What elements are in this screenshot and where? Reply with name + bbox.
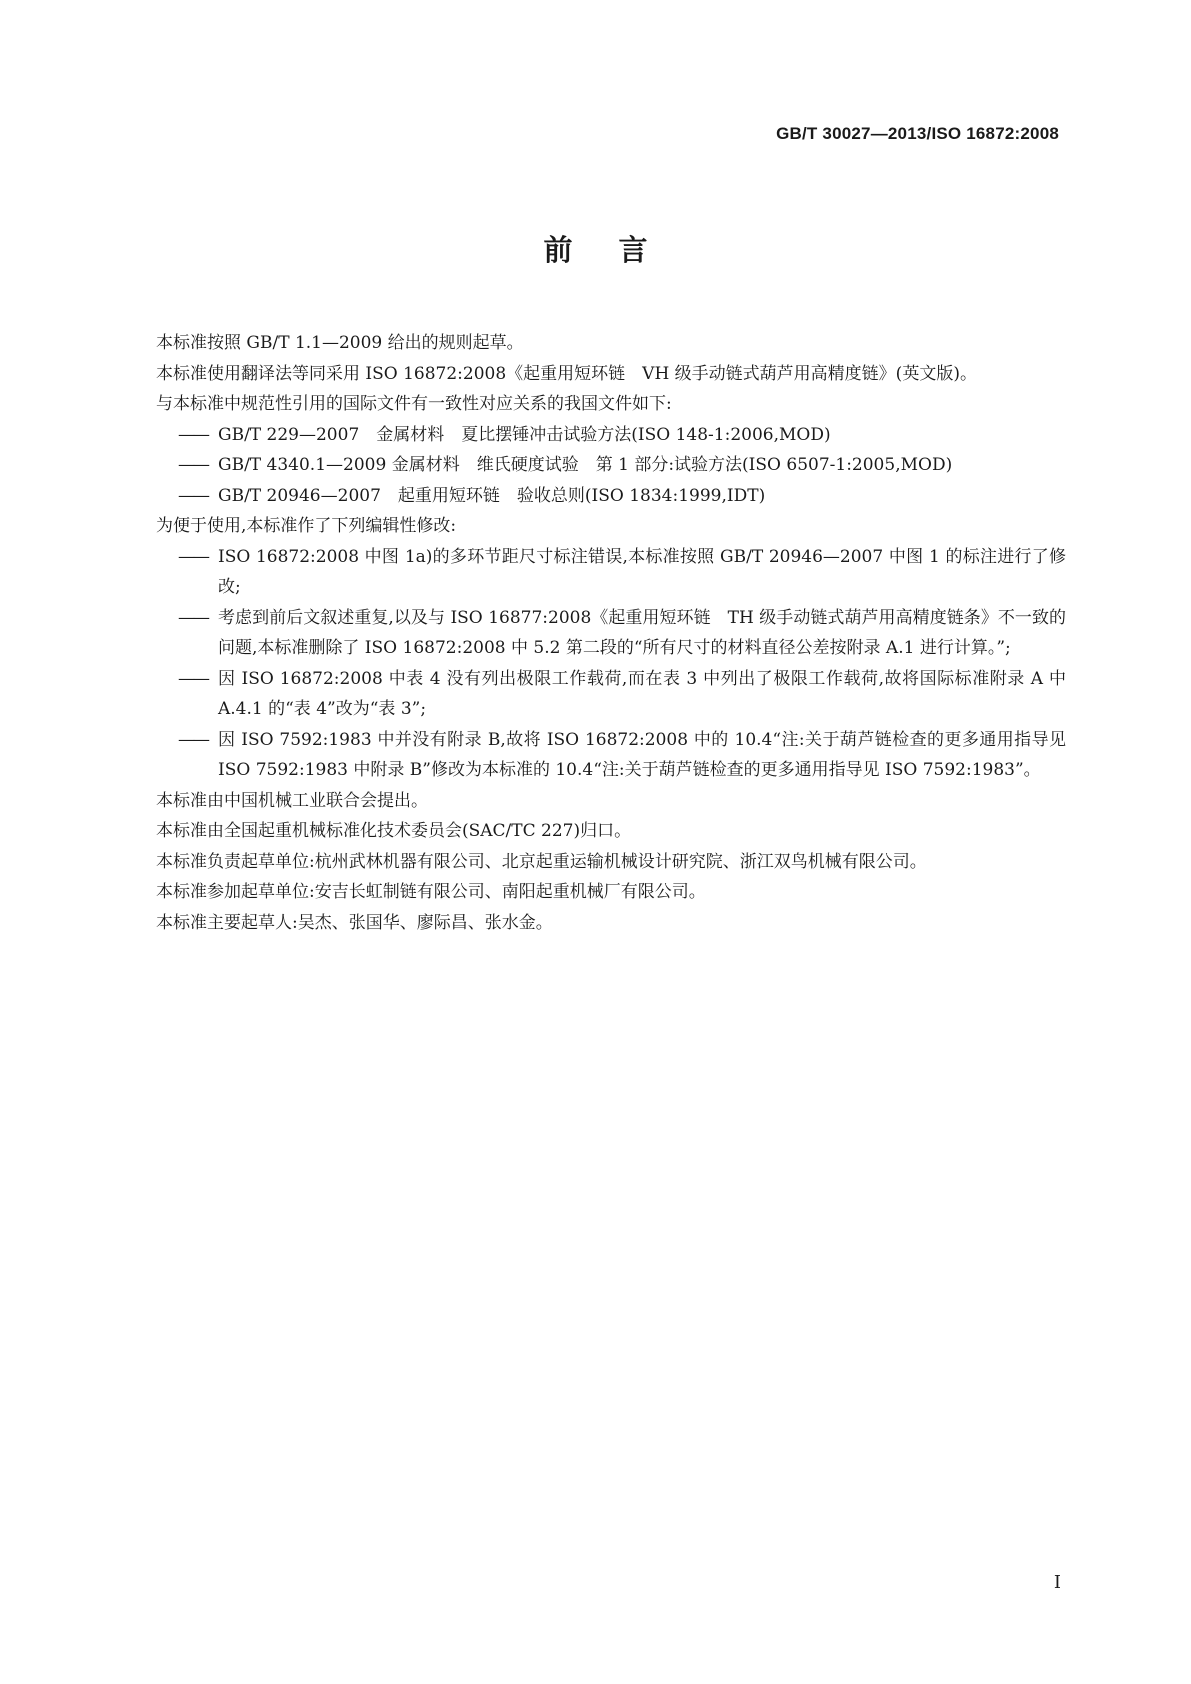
list-dash: —— bbox=[178, 455, 208, 475]
edit-item-text: 考虑到前后文叙述重复,以及与 ISO 16877:2008《起重用短环链 TH 级手动链式葫芦用高精度链条》不一致的问题,本标准删除了 ISO 16872:2008 中 5.2 第二段的“所有尺寸的材料直径公差按附录 A.1 进行计算。”; bbox=[218, 607, 1066, 658]
edit-item-text: 因 ISO 7592:1983 中并没有附录 B,故将 ISO 16872:2008 中的 10.4“注:关于葫芦链检查的更多通用指导见 ISO 7592:1983 中附录 B”修改为本标准的 10.4“注:关于葫芦链检查的更多通用指导见 ISO 7592:1983”。 bbox=[218, 729, 1066, 780]
list-dash: —— bbox=[178, 546, 208, 567]
page-title: 前言 bbox=[543, 233, 694, 267]
edit-item bbox=[122, 725, 1066, 786]
paragraph-edits-intro: 为便于使用,本标准作了下列编辑性修改: bbox=[156, 516, 457, 536]
reference-item bbox=[122, 420, 1066, 451]
edit-item bbox=[122, 542, 1066, 603]
list-dash: —— bbox=[178, 424, 208, 445]
reference-item-text: GB/T 229—2007 金属材料 夏比摆锤冲击试验方法(ISO 148-1:2006,MOD) bbox=[218, 424, 831, 445]
list-dash: —— bbox=[178, 607, 208, 628]
paragraph-drafting-rules: 本标准按照 GB/T 1.1—2009 给出的规则起草。 bbox=[156, 333, 524, 353]
paragraph-participating-drafters: 本标准参加起草单位:安吉长虹制链有限公司、南阳起重机械厂有限公司。 bbox=[156, 882, 706, 902]
page-number: I bbox=[1053, 1572, 1061, 1593]
paragraph-lead-drafters: 本标准负责起草单位:杭州武林机器有限公司、北京起重运输机械设计研究院、浙江双鸟机械有限公司。 bbox=[156, 851, 927, 872]
paragraph-adoption: 本标准使用翻译法等同采用 ISO 16872:2008《起重用短环链 VH 级手动链式葫芦用高精度链》(英文版)。 bbox=[156, 363, 977, 384]
foreword-body bbox=[122, 328, 1066, 938]
paragraph-committee: 本标准由全国起重机械标准化技术委员会(SAC/TC 227)归口。 bbox=[156, 821, 632, 841]
edit-item-text: ISO 16872:2008 中图 1a)的多环节距尺寸标注错误,本标准按照 GB/T 20946—2007 中图 1 的标注进行了修改; bbox=[218, 546, 1066, 597]
standard-code: GB/T 30027—2013/ISO 16872:2008 bbox=[776, 124, 1059, 143]
reference-item-text: GB/T 20946—2007 起重用短环链 验收总则(ISO 1834:1999,IDT) bbox=[218, 485, 766, 506]
list-dash: —— bbox=[178, 485, 208, 506]
reference-item bbox=[122, 481, 1066, 512]
reference-item bbox=[122, 450, 1066, 481]
list-dash: —— bbox=[178, 729, 208, 750]
paragraph-references-intro: 与本标准中规范性引用的国际文件有一致性对应关系的我国文件如下: bbox=[156, 394, 672, 414]
edit-item bbox=[122, 603, 1066, 664]
reference-item-text: GB/T 4340.1—2009 金属材料 维氏硬度试验 第 1 部分:试验方法(ISO 6507-1:2005,MOD) bbox=[218, 455, 953, 475]
list-dash: —— bbox=[178, 668, 208, 689]
edit-item bbox=[122, 664, 1066, 725]
paragraph-main-drafters: 本标准主要起草人:吴杰、张国华、廖际昌、张水金。 bbox=[156, 912, 553, 933]
edit-item-text: 因 ISO 16872:2008 中表 4 没有列出极限工作载荷,而在表 3 中列出了极限工作载荷,故将国际标准附录 A 中 A.4.1 的“表 4”改为“表 3”; bbox=[218, 668, 1066, 719]
paragraph-proposer: 本标准由中国机械工业联合会提出。 bbox=[156, 790, 428, 811]
